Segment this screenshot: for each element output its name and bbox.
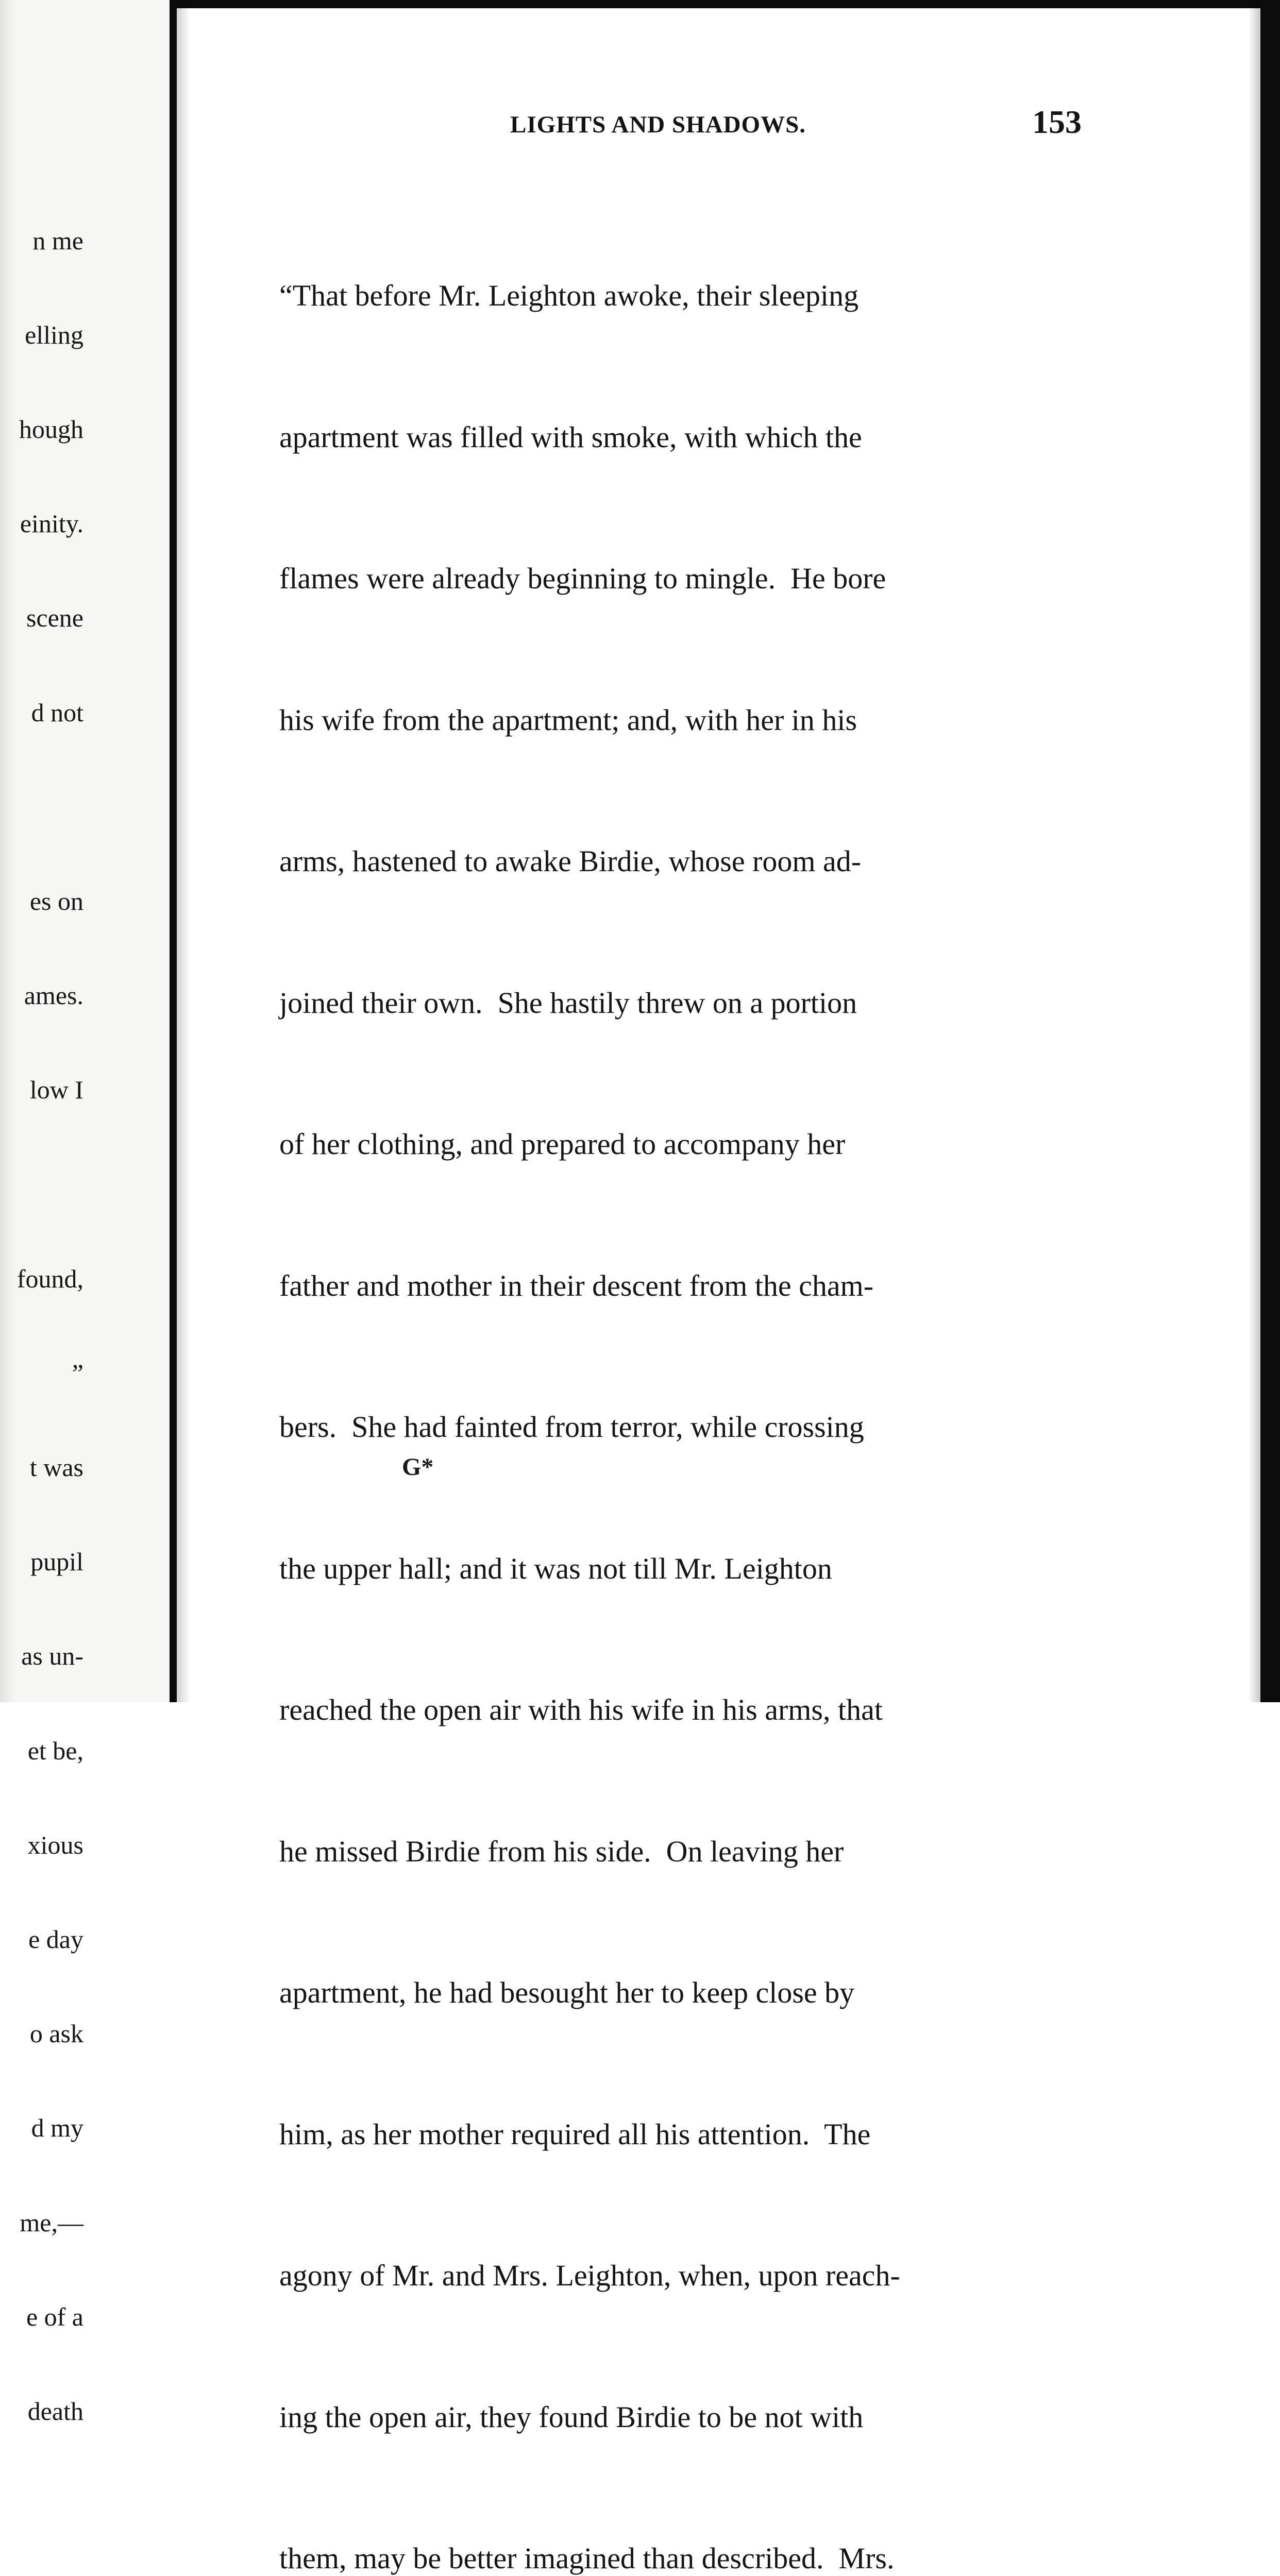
left-fragment: e day bbox=[28, 1924, 83, 1954]
left-fragment: low I bbox=[29, 1075, 83, 1105]
text-line: of her clothing, and prepared to accompany her bbox=[279, 1127, 846, 1161]
left-fragment: ames. bbox=[24, 981, 83, 1010]
text-line: joined their own. She hastily threw on a portion bbox=[279, 986, 857, 1020]
text-line: apartment was filled with smoke, with which the bbox=[279, 420, 862, 454]
text-line: agony of Mr. and Mrs. Leighton, when, upon reach- bbox=[279, 2259, 900, 2292]
left-fragment: pupil bbox=[30, 1547, 83, 1577]
text-line: flames were already beginning to mingle. He bore bbox=[279, 562, 886, 595]
running-title: LIGHTS AND SHADOWS. bbox=[510, 111, 806, 138]
text-line: “That before Mr. Leighton awoke, their sleeping bbox=[279, 279, 859, 312]
page-number: 153 bbox=[1032, 104, 1082, 140]
right-edge-shadow bbox=[1248, 0, 1260, 1702]
left-fragment: scene bbox=[26, 603, 83, 633]
text-line: ing the open air, they found Birdie to be not with bbox=[279, 2400, 864, 2434]
left-fragment: me,— bbox=[20, 2208, 83, 2237]
left-fragment: o ask bbox=[29, 2019, 83, 2048]
text-line: he missed Birdie from his side. On leaving her bbox=[279, 1834, 844, 1868]
left-fragment: t was bbox=[29, 1453, 83, 1482]
text-line: arms, hastened to awake Birdie, whose room ad- bbox=[279, 844, 862, 878]
text-line: him, as her mother required all his attention. The bbox=[279, 2117, 871, 2151]
book-gutter bbox=[170, 0, 177, 1702]
left-fragment: et be, bbox=[27, 1736, 83, 1765]
left-fragment: ” bbox=[72, 1358, 83, 1387]
gutter-shadow bbox=[177, 0, 190, 1702]
left-fragment: found, bbox=[16, 1264, 83, 1293]
left-fragment: einity. bbox=[20, 509, 83, 538]
left-fragment: xious bbox=[27, 1830, 83, 1859]
body-text bbox=[279, 178, 1104, 2576]
text-line: them, may be better imagined than described. Mrs. bbox=[279, 2541, 895, 2575]
signature-mark: G* bbox=[402, 1453, 434, 1481]
text-line: his wife from the apartment; and, with her in his bbox=[279, 703, 857, 737]
text-line: father and mother in their descent from the cham- bbox=[279, 1268, 874, 1302]
left-facing-page bbox=[0, 0, 175, 2426]
left-fragment: e of a bbox=[26, 2302, 83, 2331]
text-line: bers. She had fainted from terror, while crossing bbox=[279, 1410, 864, 1444]
text-line: apartment, he had besought her to keep close by bbox=[279, 1976, 855, 2009]
left-fragment: es on bbox=[29, 886, 83, 916]
left-fragment: n me bbox=[32, 226, 83, 255]
left-fragment: d not bbox=[31, 698, 83, 727]
page-right-edge bbox=[1260, 0, 1280, 1702]
left-fragment: hough bbox=[19, 414, 83, 444]
left-page-text bbox=[0, 170, 83, 2482]
page-top-edge bbox=[170, 0, 1280, 8]
left-fragment: death bbox=[27, 2396, 83, 2426]
text-line: the upper hall; and it was not till Mr. Leighton bbox=[279, 1551, 832, 1585]
left-fragment: elling bbox=[25, 320, 83, 349]
text-line: reached the open air with his wife in his arms, that bbox=[279, 1693, 883, 1726]
left-fragment: as un- bbox=[21, 1641, 83, 1671]
left-fragment: d my bbox=[31, 2113, 83, 2143]
